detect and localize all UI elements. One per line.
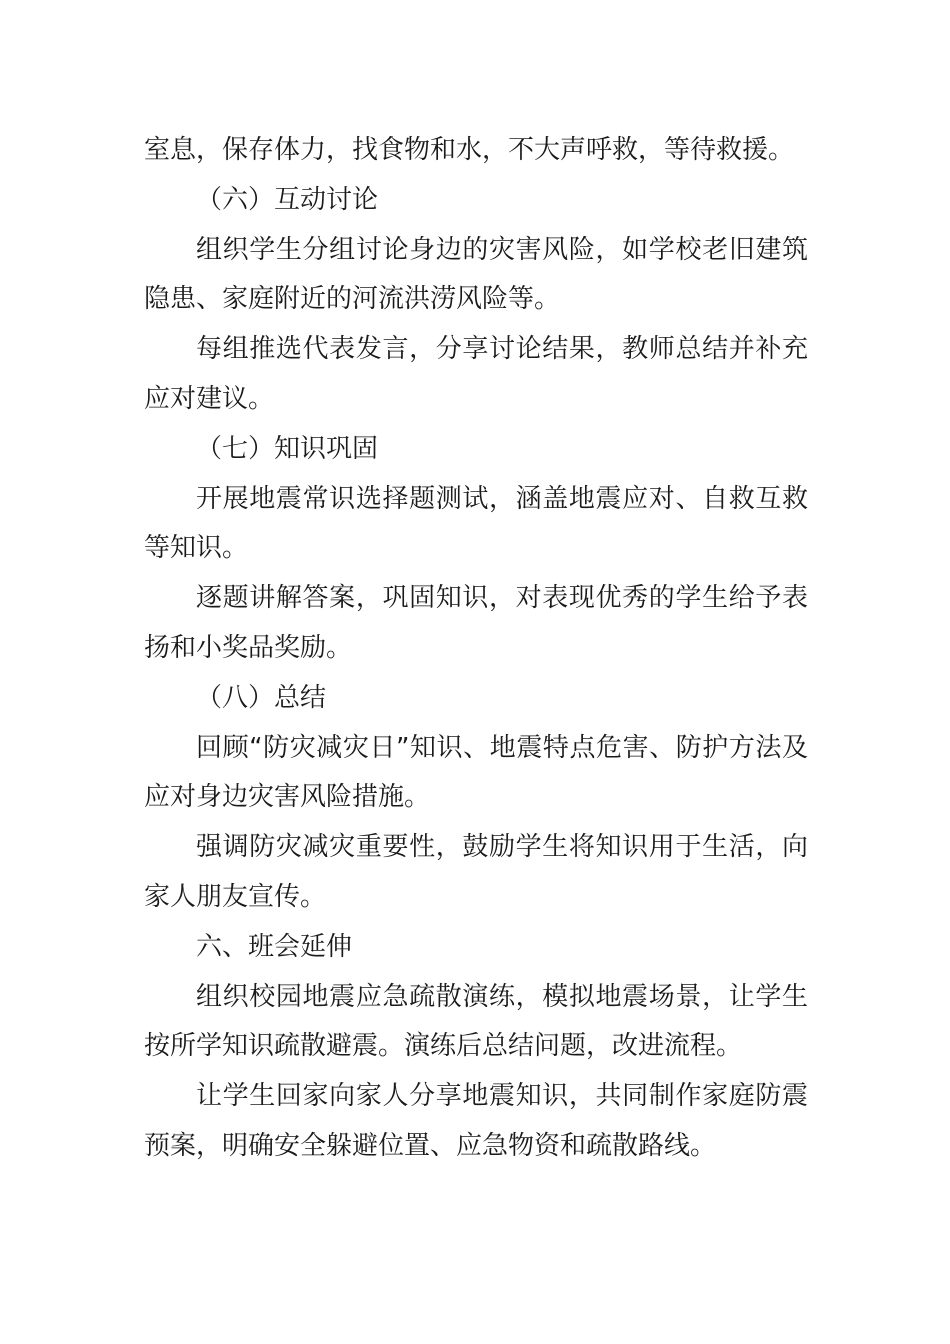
paragraph: 组织校园地震应急疏散演练，模拟地震场景，让学生按所学知识疏散避震。演练后总结问题，改进流程。 — [144, 981, 808, 1062]
paragraph: 强调防灾减灾重要性，鼓励学生将知识用于生活，向家人朋友宣传。 — [144, 832, 808, 912]
paragraph: 回顾“防灾减灾日”知识、地震特点危害、防护方法及应对身边灾害风险措施。 — [144, 732, 808, 813]
paragraph: 开展地震常识选择题测试，涵盖地震应对、自救互救等知识。 — [144, 483, 808, 564]
section-heading-summary: （八）总结 — [196, 682, 327, 713]
paragraph: 逐题讲解答案，巩固知识，对表现优秀的学生给予表扬和小奖品奖励。 — [144, 583, 808, 663]
paragraph: 每组推选代表发言，分享讨论结果，教师总结并补充应对建议。 — [144, 334, 808, 414]
paragraph-continuation: 室息，保存体力，找食物和水，不大声呼救，等待救援。 — [144, 135, 795, 165]
section-heading-interactive-discussion: （六）互动讨论 — [196, 184, 379, 215]
paragraph: 让学生回家向家人分享地震知识，共同制作家庭防震预案，明确安全躲避位置、应急物资和疏散路线。 — [144, 1081, 808, 1161]
section-heading-class-extension: 六、班会延伸 — [196, 931, 353, 962]
paragraph: 组织学生分组讨论身边的灾害风险，如学校老旧建筑隐患、家庭附近的河流洪涝风险等。 — [144, 234, 808, 315]
document-body — [144, 126, 808, 1172]
section-heading-knowledge-consolidation: （七）知识巩固 — [196, 433, 379, 464]
